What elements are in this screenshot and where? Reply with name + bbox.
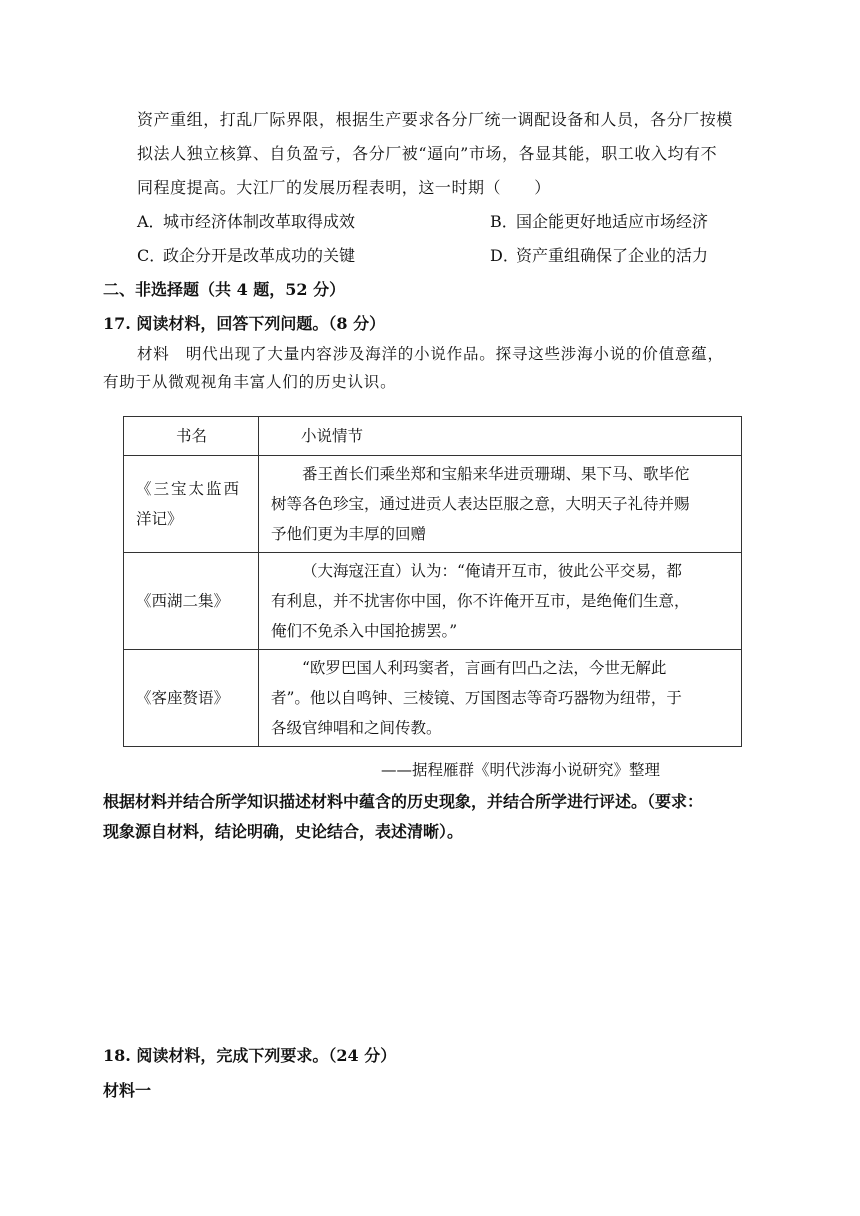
q17-question-line-2: 现象源自材料，结论明确，史论结合，表述清晰）。 (103, 822, 464, 841)
header-book-name: 书名 (124, 417, 259, 456)
table-header-row (124, 417, 742, 456)
table-source: ——据程雁群《明代涉海小说研究》整理 (381, 761, 661, 779)
option-letter: B． (490, 212, 518, 231)
q16-option-c[interactable] (137, 246, 355, 266)
novel-table (123, 416, 742, 747)
option-text: 资产重组确保了企业的活力 (516, 246, 709, 265)
option-letter: D． (490, 246, 519, 265)
option-text: 国企能更好地适应市场经济 (516, 212, 709, 231)
book-name-cell: 《西湖二集》 (124, 553, 259, 650)
plot-cell: “欧罗巴国人利玛窦者，言画有凹凸之法，今世无解此 者”。他以自鸣钟、三棱镜、万国图志等奇巧器物为纽带，于 各级官绅唱和之间传教。 (259, 650, 742, 747)
q18-title: 18. 阅读材料，完成下列要求。（24 分） (103, 1046, 397, 1065)
q17-material-line-2: 有助于从微观视角丰富人们的历史认识。 (103, 373, 397, 391)
q18-material-label: 材料一 (103, 1081, 152, 1100)
option-text: 政企分开是改革成功的关键 (163, 246, 356, 265)
table-row (124, 650, 742, 747)
book-name-cell: 《三宝太监西 洋记》 (124, 456, 259, 553)
option-text: 城市经济体制改革取得成效 (163, 212, 356, 231)
plot-cell: 番王酋长们乘坐郑和宝船来华进贡珊瑚、果下马、歌毕佗 树等各色珍宝，通过进贡人表达臣服之意，大明天子礼待并赐 予他们更为丰厚的回赠 (259, 456, 742, 553)
q17-material-line-1: 材料 明代出现了大量内容涉及海洋的小说作品。探寻这些涉海小说的价值意蕴， (137, 345, 724, 363)
q16-line-3: 同程度提高。大江厂的发展历程表明，这一时期（ ） (137, 178, 551, 197)
header-plot: 小说情节 (259, 417, 742, 456)
table-row (124, 456, 742, 553)
q16-option-a[interactable] (137, 212, 355, 232)
book-name-cell: 《客座赘语》 (124, 650, 259, 747)
table-row (124, 553, 742, 650)
plot-cell: （大海寇汪直）认为：“俺请开互市，彼此公平交易，都 有利息，并不扰害你中国，你不许俺开互市，是绝俺们生意， 俺们不免杀入中国抢掳罢。” (259, 553, 742, 650)
q16-line-2: 拟法人独立核算、自负盈亏，各分厂被“逼向”市场，各显其能，职工收入均有不 (137, 144, 718, 163)
option-letter: A． (137, 212, 165, 231)
q16-option-d[interactable] (490, 246, 708, 266)
q17-title: 17. 阅读材料，回答下列问题。（8 分） (103, 314, 386, 333)
section-heading: 二、非选择题（共 4 题，52 分） (103, 280, 346, 299)
q16-line-1: 资产重组，打乱厂际界限，根据生产要求各分厂统一调配设备和人员，各分厂按模 (137, 110, 733, 129)
q16-option-b[interactable] (490, 212, 708, 232)
option-letter: C． (137, 246, 166, 265)
q17-question-line-1: 根据材料并结合所学知识描述材料中蕴含的历史现象，并结合所学进行评述。（要求： (103, 792, 704, 811)
